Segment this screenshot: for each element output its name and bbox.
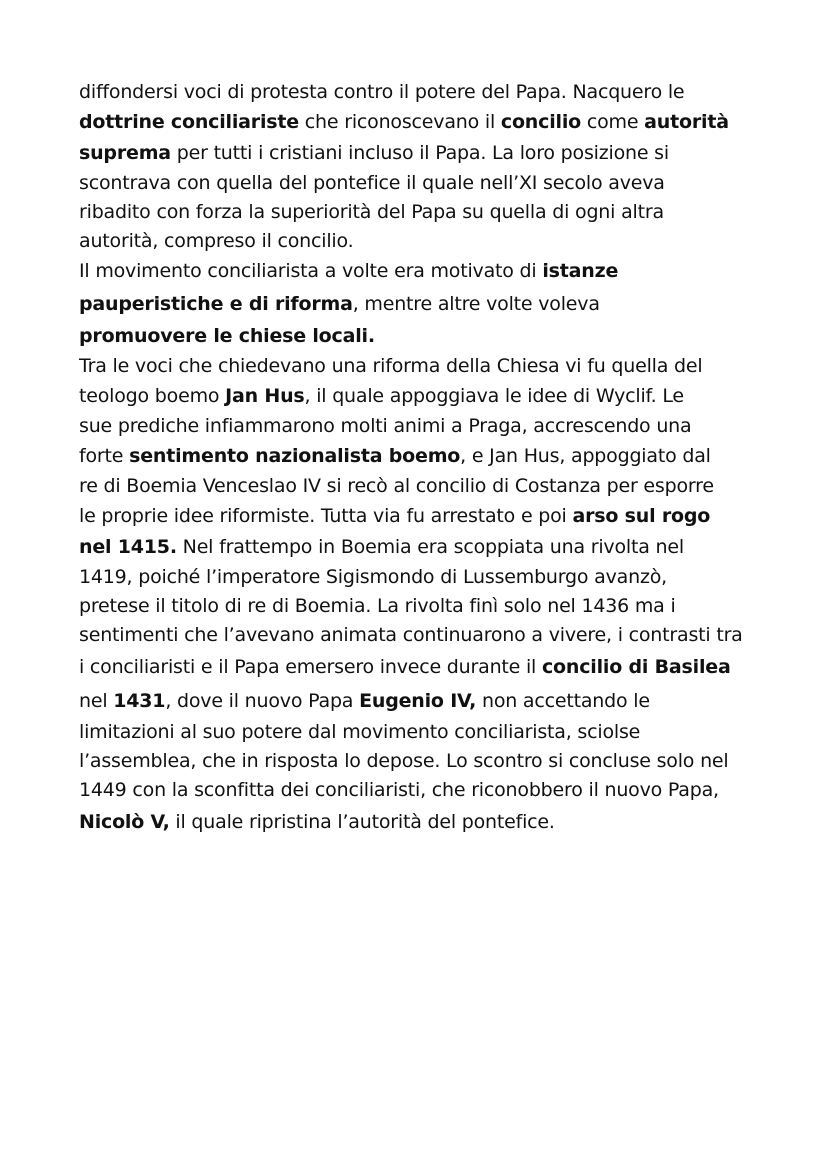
text-line: 1449 con la sconfitta dei conciliaristi, che riconobbero il nuovo Papa, bbox=[79, 779, 719, 801]
text-line: pretese il titolo di re di Boemia. La rivolta finì solo nel 1436 ma i bbox=[79, 595, 676, 617]
text-line: i conciliaristi e il Papa emersero invece durante il concilio di Basilea bbox=[79, 656, 731, 678]
text-line: diffondersi voci di protesta contro il potere del Papa. Nacquero le bbox=[79, 81, 685, 103]
text-line: nel 1431, dove il nuovo Papa Eugenio IV, non accettando le bbox=[79, 690, 650, 712]
text-line: Il movimento conciliarista a volte era motivato di istanze bbox=[79, 260, 619, 282]
text-line: re di Boemia Venceslao IV si recò al concilio di Costanza per esporre bbox=[79, 475, 714, 497]
text-line: scontrava con quella del pontefice il quale nell’XI secolo aveva bbox=[79, 172, 665, 194]
text-line: Nicolò V, il quale ripristina l’autorità del pontefice. bbox=[79, 811, 555, 833]
text-line: sentimenti che l’avevano animata continuarono a vivere, i contrasti tra bbox=[79, 624, 743, 646]
text-line: dottrine conciliariste che riconoscevano il concilio come autorità bbox=[79, 111, 729, 133]
text-line: sue prediche infiammarono molti animi a Praga, accrescendo una bbox=[79, 415, 692, 437]
text-line: nel 1415. Nel frattempo in Boemia era scoppiata una rivolta nel bbox=[79, 536, 684, 558]
text-line: suprema per tutti i cristiani incluso il Papa. La loro posizione si bbox=[79, 142, 669, 164]
document-body bbox=[79, 78, 759, 839]
text-line: le proprie idee riformiste. Tutta via fu arrestato e poi arso sul rogo bbox=[79, 505, 711, 527]
text-line: ribadito con forza la superiorità del Papa su quella di ogni altra bbox=[79, 201, 664, 223]
text-line: 1419, poiché l’imperatore Sigismondo di Lussemburgo avanzò, bbox=[79, 566, 667, 588]
text-line: Tra le voci che chiedevano una riforma della Chiesa vi fu quella del bbox=[79, 355, 703, 377]
text-line: pauperistiche e di riforma, mentre altre volte voleva bbox=[79, 293, 600, 315]
text-line: promuovere le chiese locali. bbox=[79, 325, 375, 347]
text-line: teologo boemo Jan Hus, il quale appoggiava le idee di Wyclif. Le bbox=[79, 385, 684, 407]
text-line: autorità, compreso il concilio. bbox=[79, 230, 354, 252]
text-line: forte sentimento nazionalista boemo, e Jan Hus, appoggiato dal bbox=[79, 445, 711, 467]
text-line: limitazioni al suo potere dal movimento conciliarista, sciolse bbox=[79, 721, 641, 743]
text-line: l’assemblea, che in risposta lo depose. Lo scontro si concluse solo nel bbox=[79, 750, 729, 772]
